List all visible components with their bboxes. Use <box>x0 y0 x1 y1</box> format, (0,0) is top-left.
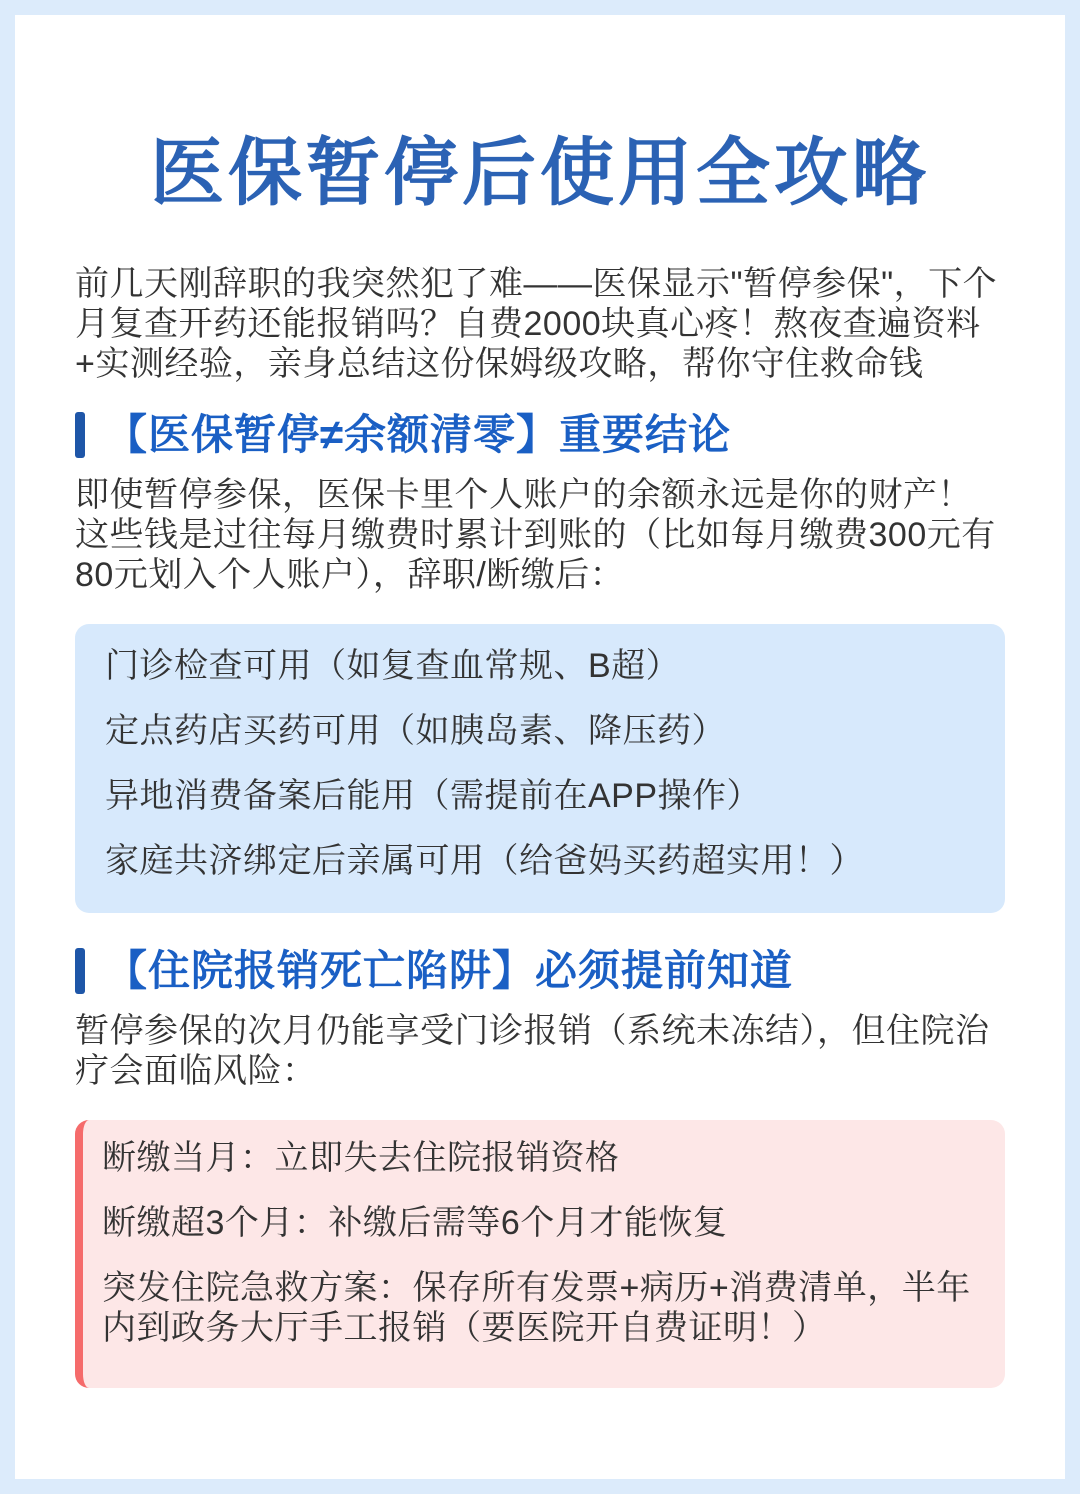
list-item: 定点药店买药可用（如胰岛素、降压药） <box>105 712 726 750</box>
section-balance-heading <box>75 410 1005 460</box>
section-balance-heading-text: 【医保暂停≠余额清零】重要结论 <box>105 411 732 458</box>
risks-box <box>75 1120 1005 1388</box>
section-hospital-heading-text: 【住院报销死亡陷阱】必须提前知道 <box>105 947 794 994</box>
list-item: 断缴超3个月：补缴后需等6个月才能恢复 <box>102 1204 728 1242</box>
content-panel <box>15 15 1065 1479</box>
benefits-box <box>75 624 1005 913</box>
list-item: 家庭共济绑定后亲属可用（给爸妈买药超实用！） <box>105 842 864 880</box>
list-item: 断缴当月：立即失去住院报销资格 <box>102 1139 620 1177</box>
section-hospital-heading <box>75 946 1005 996</box>
heading-accent-bar <box>75 948 85 994</box>
list-item: 门诊检查可用（如复查血常规、B超） <box>105 647 681 685</box>
section-hospital-body: 暂停参保的次月仍能享受门诊报销（系统未冻结），但住院治疗会面临风险： <box>75 1012 990 1090</box>
intro-paragraph: 前几天刚辞职的我突然犯了难——医保显示"暂停参保"，下个月复查开药还能报销吗？自费2000块真心疼！熬夜查遍资料+实测经验，亲身总结这份保姆级攻略，帮你守住救命钱 <box>75 265 998 383</box>
section-balance-body: 即使暂停参保，医保卡里个人账户的余额永远是你的财产！这些钱是过往每月缴费时累计到账的（比如每月缴费300元有80元划入个人账户），辞职/断缴后： <box>75 476 996 594</box>
list-item: 突发住院急救方案：保存所有发票+病历+消费清单，半年内到政务大厅手工报销（要医院开自费证明！） <box>102 1269 971 1347</box>
page-title: 医保暂停后使用全攻略 <box>150 131 930 214</box>
list-item: 异地消费备案后能用（需提前在APP操作） <box>105 777 762 815</box>
heading-accent-bar <box>75 412 85 458</box>
